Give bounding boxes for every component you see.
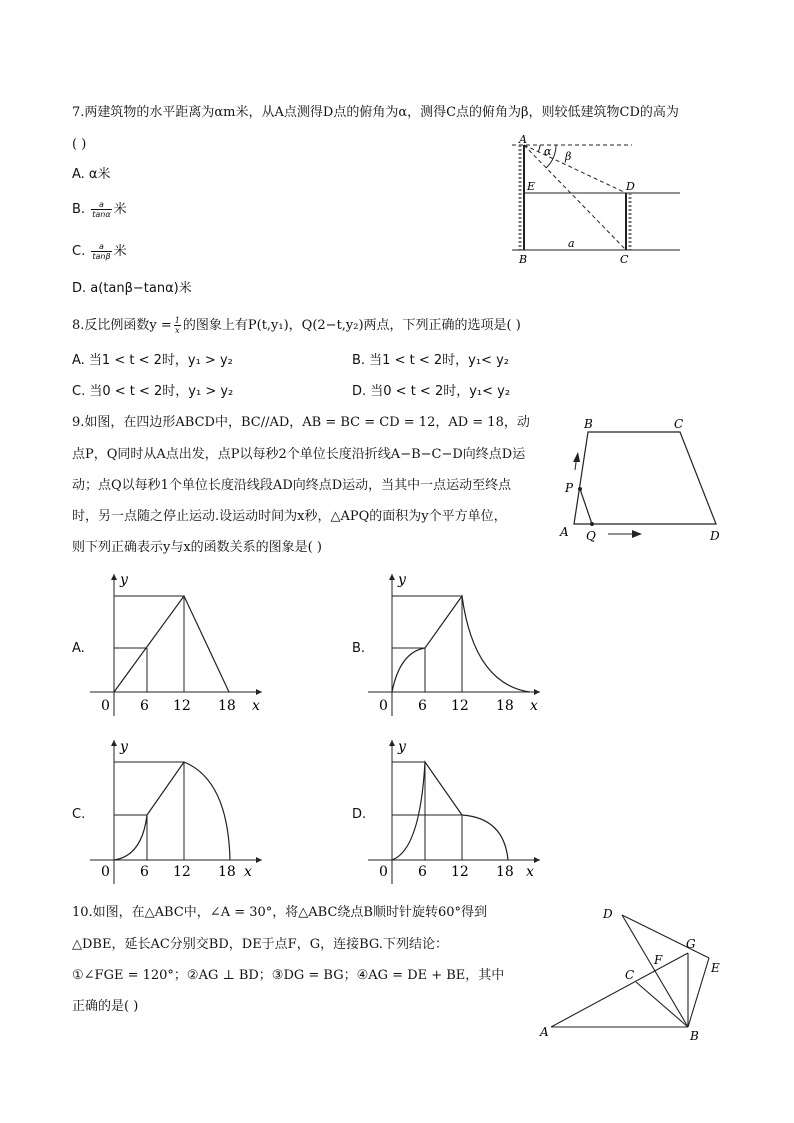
graph-b-origin: 0 (379, 698, 388, 714)
graph-a-x-label: x (252, 698, 260, 714)
q7-label-C: C (620, 253, 629, 266)
q7-c-den: tanβ (92, 252, 111, 261)
q9-label-P: P (565, 481, 574, 495)
q7-b-num: a (91, 200, 111, 210)
graph-b-tick-18: 18 (496, 698, 514, 714)
graph-c-x-label: x (244, 864, 252, 880)
q10-line-3: ①∠FGE = 120°；②AG ⊥ BD；③DG = BG；④AG = DE + BE，其中 (72, 968, 505, 983)
q8-option-c[interactable]: C. 当0 < t < 2时，y₁ > y₂ (72, 384, 234, 399)
q9-graph-c-label[interactable]: C. (72, 807, 86, 822)
q8-frac-num: 1 (174, 316, 180, 325)
q8-option-b[interactable]: B. 当1 < t < 2时，y₁< y₂ (352, 353, 509, 368)
q8-stem-prefix: 8.反比例函数y = (72, 318, 172, 333)
graph-c-tick-18: 18 (218, 864, 236, 880)
q7-label-alpha: α (544, 145, 552, 158)
graph-a-tick-12: 12 (173, 698, 191, 714)
q8-option-d[interactable]: D. 当0 < t < 2时，y₁< y₂ (352, 384, 511, 399)
q7-option-c-prefix: C. (72, 244, 86, 259)
q10-line-1: 10.如图，在△ABC中，∠A = 30°，将△ABC绕点B顺时针旋转60°得到 (72, 905, 488, 920)
q7-label-A: A (519, 133, 527, 146)
q7-option-d[interactable]: D. a(tanβ−tanα)米 (72, 281, 192, 296)
q8-stem-suffix: 的图象上有P(t,y₁)，Q(2−t,y₂)两点，下列正确的选项是( ) (182, 318, 521, 333)
graph-d-tick-6: 6 (418, 864, 427, 880)
q7-option-b-prefix: B. (72, 202, 86, 217)
graph-b-tick-12: 12 (451, 698, 469, 714)
q10-label-E: E (711, 961, 720, 975)
q9-label-C: C (674, 417, 684, 431)
graph-c-tick-12: 12 (173, 864, 191, 880)
q10-label-C: C (625, 968, 635, 982)
q10-line-2: △DBE，延长AC分别交BD，DE于点F，G，连接BG.下列结论： (72, 937, 448, 952)
graph-b-x-label: x (530, 698, 538, 714)
q7-stem: 7.两建筑物的水平距离为αm米，从A点测得D点的俯角为α，测得C点的俯角为β，则较低建筑物CD的高为 (72, 105, 679, 120)
q7-label-B: B (519, 253, 528, 266)
q10-line-4: 正确的是( ) (72, 999, 139, 1014)
q8-option-a[interactable]: A. 当1 < t < 2时，y₁ > y₂ (72, 353, 233, 368)
q9-line-4: 时，另一点随之停止运动.设运动时间为x秒，△APQ的面积为y个平方单位， (72, 509, 507, 524)
graph-c-tick-6: 6 (140, 864, 149, 880)
graph-d-x-label: x (526, 864, 534, 880)
q7-option-a[interactable]: A. α米 (72, 167, 111, 182)
q7-label-a: a (568, 237, 575, 250)
q9-graph-a-label[interactable]: A. (72, 641, 85, 656)
q8-frac-den: x (175, 326, 180, 335)
graph-a-origin: 0 (101, 698, 110, 714)
graph-d-tick-12: 12 (451, 864, 469, 880)
q9-label-D: D (710, 529, 720, 543)
q9-line-3: 动；点Q以每秒1个单位长度沿线段AD向终点D运动，当其中一点运动至终点 (72, 478, 512, 493)
graph-d-y-label: y (398, 739, 406, 755)
graph-c-y-label: y (120, 739, 128, 755)
graph-b-y-label: y (398, 572, 406, 588)
q7-b-den: tanα (92, 210, 111, 219)
q9-line-1: 9.如图，在四边形ABCD中，BC//AD，AB = BC = CD = 12，AD = 18，动 (72, 415, 530, 430)
q7-option-b-suffix: 米 (113, 202, 127, 217)
graph-d-origin: 0 (379, 864, 388, 880)
q9-graph-b-label[interactable]: B. (352, 641, 366, 656)
q9-line-2: 点P，Q同时从A点出发，点P以每秒2个单位长度沿折线A−B−C−D向终点D运 (72, 447, 526, 462)
q10-label-A: A (540, 1025, 549, 1039)
q7-label-D: D (626, 180, 635, 193)
q9-label-Q: Q (586, 529, 596, 543)
q9-label-B: B (584, 417, 593, 431)
q7-option-c-suffix: 米 (113, 244, 127, 259)
graph-a-y-label: y (120, 572, 128, 588)
graph-c-origin: 0 (101, 864, 110, 880)
q10-label-G: G (686, 937, 696, 951)
graph-a-tick-6: 6 (140, 698, 149, 714)
graph-d-tick-18: 18 (496, 864, 514, 880)
graph-a-tick-18: 18 (218, 698, 236, 714)
q10-label-B: B (690, 1029, 699, 1043)
q7-c-num: a (91, 242, 111, 252)
q7-paren: ( ) (72, 137, 87, 152)
q7-label-beta: β (565, 150, 572, 163)
q10-label-D: D (603, 907, 613, 921)
q9-label-A: A (560, 525, 569, 539)
graph-b-tick-6: 6 (418, 698, 427, 714)
q9-line-5: 则下列正确表示y与x的函数关系的图象是( ) (72, 540, 322, 555)
q9-graph-d-label[interactable]: D. (352, 807, 367, 822)
q10-label-F: F (654, 953, 663, 967)
q7-label-E: E (527, 180, 536, 193)
